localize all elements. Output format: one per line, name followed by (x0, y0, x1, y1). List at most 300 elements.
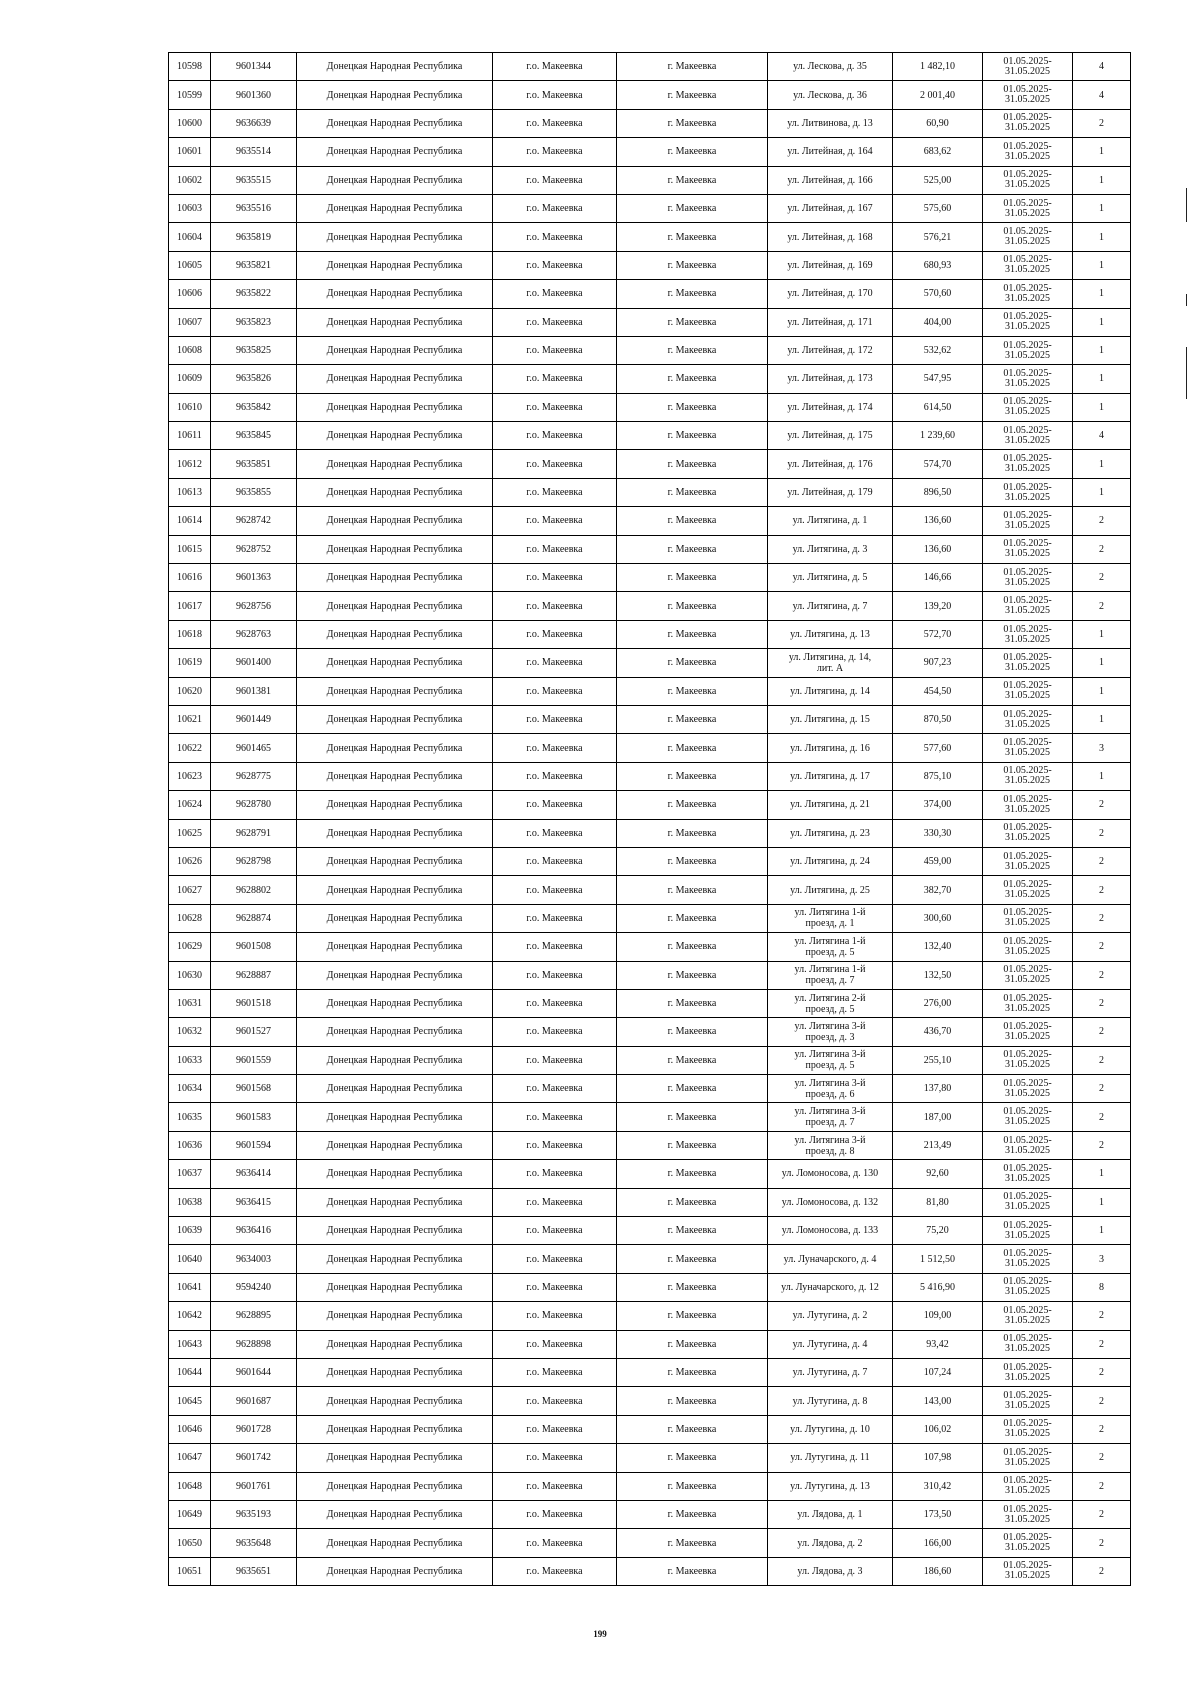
table-cell-area: 575,60 (893, 194, 983, 222)
table-row (169, 705, 1131, 733)
table-cell-city: г. Макеевка (617, 81, 768, 109)
table-cell-district: г.о. Макеевка (493, 109, 617, 137)
table-row (169, 109, 1131, 137)
table-cell-region: Донецкая Народная Республика (297, 677, 493, 705)
scan-mark (1186, 188, 1187, 222)
table-cell-area: 570,60 (893, 280, 983, 308)
table-row (169, 1131, 1131, 1159)
table-cell-addr: ул. Литягина 2-й проезд, д. 5 (768, 989, 893, 1017)
table-cell-per: 01.05.2025- 31.05.2025 (983, 507, 1073, 535)
table-cell-addr: ул. Литейная, д. 164 (768, 138, 893, 166)
table-cell-region: Донецкая Народная Республика (297, 1046, 493, 1074)
table-cell-num: 10610 (169, 393, 211, 421)
table-cell-id: 9628874 (211, 904, 297, 932)
table-cell-area: 875,10 (893, 762, 983, 790)
table-cell-city: г. Макеевка (617, 365, 768, 393)
table-cell-count: 1 (1073, 677, 1131, 705)
table-cell-addr: ул. Литейная, д. 179 (768, 478, 893, 506)
table-cell-id: 9635855 (211, 478, 297, 506)
table-row (169, 336, 1131, 364)
table-cell-addr: ул. Литягина, д. 24 (768, 847, 893, 875)
table-cell-city: г. Макеевка (617, 1217, 768, 1245)
table-cell-area: 382,70 (893, 876, 983, 904)
table-cell-district: г.о. Макеевка (493, 478, 617, 506)
table-cell-addr: ул. Литейная, д. 173 (768, 365, 893, 393)
table-cell-count: 1 (1073, 308, 1131, 336)
table-cell-area: 92,60 (893, 1160, 983, 1188)
table-cell-per: 01.05.2025- 31.05.2025 (983, 1018, 1073, 1046)
table-row (169, 1273, 1131, 1301)
table-cell-num: 10647 (169, 1444, 211, 1472)
table-cell-count: 1 (1073, 251, 1131, 279)
table-cell-region: Донецкая Народная Республика (297, 1075, 493, 1103)
table-cell-count: 4 (1073, 81, 1131, 109)
table-cell-num: 10625 (169, 819, 211, 847)
table-row (169, 1529, 1131, 1557)
table-cell-count: 1 (1073, 336, 1131, 364)
table-cell-addr: ул. Литягина, д. 13 (768, 620, 893, 648)
table-cell-num: 10641 (169, 1273, 211, 1301)
table-cell-per: 01.05.2025- 31.05.2025 (983, 1273, 1073, 1301)
table-cell-num: 10602 (169, 166, 211, 194)
table-cell-district: г.о. Макеевка (493, 1103, 617, 1131)
table-cell-region: Донецкая Народная Республика (297, 1358, 493, 1386)
table-cell-city: г. Макеевка (617, 422, 768, 450)
table-cell-per: 01.05.2025- 31.05.2025 (983, 791, 1073, 819)
table-cell-id: 9601728 (211, 1415, 297, 1443)
table-cell-addr: ул. Лутугина, д. 11 (768, 1444, 893, 1472)
table-cell-city: г. Макеевка (617, 904, 768, 932)
table-cell-district: г.о. Макеевка (493, 194, 617, 222)
table-cell-region: Донецкая Народная Республика (297, 989, 493, 1017)
table-cell-region: Донецкая Народная Республика (297, 1188, 493, 1216)
table-cell-city: г. Макеевка (617, 961, 768, 989)
table-cell-id: 9601381 (211, 677, 297, 705)
table-cell-region: Донецкая Народная Республика (297, 194, 493, 222)
table-cell-area: 107,24 (893, 1358, 983, 1386)
table-cell-num: 10632 (169, 1018, 211, 1046)
table-cell-per: 01.05.2025- 31.05.2025 (983, 1131, 1073, 1159)
table-cell-area: 1 239,60 (893, 422, 983, 450)
table-cell-region: Донецкая Народная Республика (297, 1557, 493, 1585)
table-cell-num: 10634 (169, 1075, 211, 1103)
table-cell-area: 136,60 (893, 535, 983, 563)
table-cell-area: 143,00 (893, 1387, 983, 1415)
table-cell-per: 01.05.2025- 31.05.2025 (983, 81, 1073, 109)
table-cell-region: Донецкая Народная Республика (297, 1302, 493, 1330)
table-cell-district: г.о. Макеевка (493, 592, 617, 620)
table-cell-per: 01.05.2025- 31.05.2025 (983, 308, 1073, 336)
table-cell-district: г.о. Макеевка (493, 1529, 617, 1557)
table-cell-area: 572,70 (893, 620, 983, 648)
table-cell-id: 9601508 (211, 933, 297, 961)
table-row (169, 450, 1131, 478)
table-cell-region: Донецкая Народная Республика (297, 138, 493, 166)
table-cell-region: Донецкая Народная Республика (297, 365, 493, 393)
table-cell-area: 137,80 (893, 1075, 983, 1103)
table-cell-count: 1 (1073, 280, 1131, 308)
table-cell-addr: ул. Литягина 1-й проезд, д. 1 (768, 904, 893, 932)
table-row (169, 564, 1131, 592)
table-cell-district: г.о. Макеевка (493, 620, 617, 648)
table-cell-id: 9635822 (211, 280, 297, 308)
table-cell-addr: ул. Литейная, д. 175 (768, 422, 893, 450)
table-cell-region: Донецкая Народная Республика (297, 1415, 493, 1443)
table-cell-area: 106,02 (893, 1415, 983, 1443)
table-cell-num: 10600 (169, 109, 211, 137)
table-cell-per: 01.05.2025- 31.05.2025 (983, 961, 1073, 989)
table-cell-city: г. Макеевка (617, 1387, 768, 1415)
table-cell-per: 01.05.2025- 31.05.2025 (983, 251, 1073, 279)
table-cell-id: 9628898 (211, 1330, 297, 1358)
table-cell-id: 9635823 (211, 308, 297, 336)
table-cell-city: г. Макеевка (617, 1075, 768, 1103)
table-cell-count: 1 (1073, 450, 1131, 478)
table-cell-id: 9635515 (211, 166, 297, 194)
table-cell-city: г. Макеевка (617, 1358, 768, 1386)
table-cell-count: 1 (1073, 478, 1131, 506)
table-cell-area: 310,42 (893, 1472, 983, 1500)
table-cell-district: г.о. Макеевка (493, 223, 617, 251)
table-cell-region: Донецкая Народная Республика (297, 1273, 493, 1301)
table-cell-num: 10630 (169, 961, 211, 989)
table-cell-num: 10633 (169, 1046, 211, 1074)
table-cell-num: 10598 (169, 53, 211, 81)
table-cell-count: 1 (1073, 166, 1131, 194)
table-row (169, 791, 1131, 819)
table-cell-addr: ул. Литейная, д. 168 (768, 223, 893, 251)
table-cell-region: Донецкая Народная Республика (297, 1529, 493, 1557)
registry-table-body (169, 53, 1131, 1586)
table-row (169, 847, 1131, 875)
table-cell-region: Донецкая Народная Республика (297, 1245, 493, 1273)
table-row (169, 819, 1131, 847)
table-cell-id: 9628756 (211, 592, 297, 620)
table-row (169, 1330, 1131, 1358)
table-cell-area: 186,60 (893, 1557, 983, 1585)
table-cell-region: Донецкая Народная Республика (297, 1131, 493, 1159)
table-cell-num: 10620 (169, 677, 211, 705)
table-cell-id: 9601583 (211, 1103, 297, 1131)
table-cell-id: 9635651 (211, 1557, 297, 1585)
table-cell-region: Донецкая Народная Республика (297, 564, 493, 592)
table-cell-num: 10646 (169, 1415, 211, 1443)
table-cell-addr: ул. Литейная, д. 167 (768, 194, 893, 222)
table-cell-addr: ул. Лутугина, д. 13 (768, 1472, 893, 1500)
table-cell-area: 907,23 (893, 649, 983, 677)
table-cell-district: г.о. Макеевка (493, 1160, 617, 1188)
table-cell-city: г. Макеевка (617, 1103, 768, 1131)
table-row (169, 1444, 1131, 1472)
table-cell-district: г.о. Макеевка (493, 989, 617, 1017)
table-cell-count: 2 (1073, 1018, 1131, 1046)
table-cell-id: 9635845 (211, 422, 297, 450)
table-cell-area: 614,50 (893, 393, 983, 421)
table-cell-count: 2 (1073, 1131, 1131, 1159)
table-cell-area: 454,50 (893, 677, 983, 705)
table-cell-addr: ул. Лутугина, д. 10 (768, 1415, 893, 1443)
table-cell-id: 9634003 (211, 1245, 297, 1273)
table-cell-count: 2 (1073, 1529, 1131, 1557)
table-cell-region: Донецкая Народная Республика (297, 251, 493, 279)
table-cell-district: г.о. Макеевка (493, 1217, 617, 1245)
table-cell-addr: ул. Ломоносова, д. 130 (768, 1160, 893, 1188)
table-cell-num: 10616 (169, 564, 211, 592)
table-cell-per: 01.05.2025- 31.05.2025 (983, 904, 1073, 932)
table-cell-addr: ул. Луначарского, д. 4 (768, 1245, 893, 1273)
table-cell-count: 1 (1073, 194, 1131, 222)
table-cell-addr: ул. Лутугина, д. 8 (768, 1387, 893, 1415)
table-cell-per: 01.05.2025- 31.05.2025 (983, 1302, 1073, 1330)
table-cell-addr: ул. Лутугина, д. 2 (768, 1302, 893, 1330)
table-cell-num: 10636 (169, 1131, 211, 1159)
table-cell-count: 2 (1073, 535, 1131, 563)
table-cell-count: 2 (1073, 592, 1131, 620)
table-cell-per: 01.05.2025- 31.05.2025 (983, 138, 1073, 166)
table-cell-region: Донецкая Народная Республика (297, 904, 493, 932)
table-cell-num: 10639 (169, 1217, 211, 1245)
table-cell-num: 10648 (169, 1472, 211, 1500)
table-cell-area: 93,42 (893, 1330, 983, 1358)
table-cell-count: 3 (1073, 734, 1131, 762)
table-cell-district: г.о. Макеевка (493, 933, 617, 961)
table-cell-num: 10650 (169, 1529, 211, 1557)
table-row (169, 1500, 1131, 1528)
table-cell-region: Донецкая Народная Республика (297, 1018, 493, 1046)
table-cell-area: 213,49 (893, 1131, 983, 1159)
table-cell-num: 10624 (169, 791, 211, 819)
table-cell-area: 276,00 (893, 989, 983, 1017)
table-cell-per: 01.05.2025- 31.05.2025 (983, 989, 1073, 1017)
table-cell-area: 547,95 (893, 365, 983, 393)
table-cell-region: Донецкая Народная Республика (297, 223, 493, 251)
table-cell-district: г.о. Макеевка (493, 819, 617, 847)
table-cell-per: 01.05.2025- 31.05.2025 (983, 876, 1073, 904)
table-cell-district: г.о. Макеевка (493, 1018, 617, 1046)
table-row (169, 1358, 1131, 1386)
table-cell-area: 173,50 (893, 1500, 983, 1528)
table-cell-per: 01.05.2025- 31.05.2025 (983, 564, 1073, 592)
table-cell-count: 1 (1073, 223, 1131, 251)
table-cell-district: г.о. Макеевка (493, 365, 617, 393)
table-cell-id: 9601594 (211, 1131, 297, 1159)
table-cell-count: 1 (1073, 1188, 1131, 1216)
table-row (169, 1302, 1131, 1330)
table-cell-area: 683,62 (893, 138, 983, 166)
table-cell-count: 2 (1073, 961, 1131, 989)
table-cell-area: 166,00 (893, 1529, 983, 1557)
table-cell-region: Донецкая Народная Республика (297, 1472, 493, 1500)
table-cell-district: г.о. Макеевка (493, 251, 617, 279)
table-cell-id: 9628752 (211, 535, 297, 563)
table-cell-area: 300,60 (893, 904, 983, 932)
table-cell-per: 01.05.2025- 31.05.2025 (983, 1188, 1073, 1216)
table-cell-city: г. Макеевка (617, 53, 768, 81)
table-cell-addr: ул. Литягина 3-й проезд, д. 8 (768, 1131, 893, 1159)
table-cell-count: 2 (1073, 876, 1131, 904)
table-cell-region: Донецкая Народная Республика (297, 961, 493, 989)
table-cell-district: г.о. Макеевка (493, 336, 617, 364)
table-cell-area: 870,50 (893, 705, 983, 733)
table-cell-id: 9635826 (211, 365, 297, 393)
table-cell-addr: ул. Литягина, д. 21 (768, 791, 893, 819)
table-cell-per: 01.05.2025- 31.05.2025 (983, 1103, 1073, 1131)
table-cell-id: 9628791 (211, 819, 297, 847)
scan-mark (1186, 294, 1187, 306)
table-cell-region: Донецкая Народная Республика (297, 933, 493, 961)
table-cell-city: г. Макеевка (617, 1302, 768, 1330)
table-cell-city: г. Макеевка (617, 336, 768, 364)
table-row (169, 308, 1131, 336)
table-cell-region: Донецкая Народная Республика (297, 876, 493, 904)
table-cell-per: 01.05.2025- 31.05.2025 (983, 393, 1073, 421)
table-cell-region: Донецкая Народная Республика (297, 1217, 493, 1245)
table-cell-per: 01.05.2025- 31.05.2025 (983, 1046, 1073, 1074)
table-cell-per: 01.05.2025- 31.05.2025 (983, 194, 1073, 222)
table-cell-num: 10615 (169, 535, 211, 563)
table-cell-region: Донецкая Народная Республика (297, 53, 493, 81)
table-cell-per: 01.05.2025- 31.05.2025 (983, 1387, 1073, 1415)
table-row (169, 1557, 1131, 1585)
table-cell-district: г.о. Макеевка (493, 535, 617, 563)
table-cell-num: 10606 (169, 280, 211, 308)
table-cell-city: г. Макеевка (617, 251, 768, 279)
table-cell-num: 10643 (169, 1330, 211, 1358)
table-cell-num: 10628 (169, 904, 211, 932)
table-cell-city: г. Макеевка (617, 138, 768, 166)
table-cell-id: 9601465 (211, 734, 297, 762)
table-cell-id: 9601644 (211, 1358, 297, 1386)
table-cell-region: Донецкая Народная Республика (297, 535, 493, 563)
table-cell-city: г. Макеевка (617, 762, 768, 790)
table-cell-addr: ул. Литягина, д. 16 (768, 734, 893, 762)
table-cell-id: 9601518 (211, 989, 297, 1017)
table-cell-per: 01.05.2025- 31.05.2025 (983, 933, 1073, 961)
table-cell-city: г. Макеевка (617, 1245, 768, 1273)
table-cell-district: г.о. Макеевка (493, 904, 617, 932)
table-cell-district: г.о. Макеевка (493, 1557, 617, 1585)
table-row (169, 1217, 1131, 1245)
table-cell-district: г.о. Макеевка (493, 166, 617, 194)
table-cell-per: 01.05.2025- 31.05.2025 (983, 53, 1073, 81)
table-cell-district: г.о. Макеевка (493, 507, 617, 535)
table-cell-count: 2 (1073, 791, 1131, 819)
table-cell-id: 9601363 (211, 564, 297, 592)
table-cell-num: 10629 (169, 933, 211, 961)
table-cell-count: 1 (1073, 1217, 1131, 1245)
table-cell-district: г.о. Макеевка (493, 1415, 617, 1443)
table-cell-addr: ул. Литвинова, д. 13 (768, 109, 893, 137)
table-cell-id: 9601742 (211, 1444, 297, 1472)
table-cell-addr: ул. Литягина 3-й проезд, д. 6 (768, 1075, 893, 1103)
table-cell-district: г.о. Макеевка (493, 393, 617, 421)
table-cell-id: 9628742 (211, 507, 297, 535)
table-row (169, 1245, 1131, 1273)
table-cell-district: г.о. Макеевка (493, 1500, 617, 1528)
table-cell-region: Донецкая Народная Республика (297, 734, 493, 762)
table-row (169, 1018, 1131, 1046)
table-cell-district: г.о. Макеевка (493, 677, 617, 705)
table-cell-per: 01.05.2025- 31.05.2025 (983, 1557, 1073, 1585)
table-cell-city: г. Макеевка (617, 1415, 768, 1443)
table-cell-addr: ул. Лутугина, д. 7 (768, 1358, 893, 1386)
table-cell-num: 10617 (169, 592, 211, 620)
table-cell-id: 9635514 (211, 138, 297, 166)
table-cell-city: г. Макеевка (617, 1557, 768, 1585)
table-row (169, 933, 1131, 961)
registry-table (168, 52, 1131, 1586)
table-cell-id: 9601400 (211, 649, 297, 677)
table-cell-region: Донецкая Народная Республика (297, 1160, 493, 1188)
table-cell-count: 1 (1073, 762, 1131, 790)
table-cell-id: 9601559 (211, 1046, 297, 1074)
table-cell-region: Донецкая Народная Республика (297, 705, 493, 733)
table-cell-district: г.о. Макеевка (493, 1444, 617, 1472)
table-cell-city: г. Макеевка (617, 847, 768, 875)
table-cell-area: 136,60 (893, 507, 983, 535)
table-cell-num: 10605 (169, 251, 211, 279)
table-cell-per: 01.05.2025- 31.05.2025 (983, 365, 1073, 393)
table-cell-id: 9628798 (211, 847, 297, 875)
table-cell-city: г. Макеевка (617, 393, 768, 421)
table-cell-addr: ул. Литягина, д. 3 (768, 535, 893, 563)
table-cell-num: 10651 (169, 1557, 211, 1585)
table-cell-per: 01.05.2025- 31.05.2025 (983, 649, 1073, 677)
table-row (169, 677, 1131, 705)
table-cell-per: 01.05.2025- 31.05.2025 (983, 336, 1073, 364)
table-cell-addr: ул. Лядова, д. 2 (768, 1529, 893, 1557)
table-row (169, 1188, 1131, 1216)
table-cell-area: 107,98 (893, 1444, 983, 1472)
table-cell-per: 01.05.2025- 31.05.2025 (983, 847, 1073, 875)
table-row (169, 1046, 1131, 1074)
table-cell-district: г.о. Макеевка (493, 791, 617, 819)
table-row (169, 194, 1131, 222)
table-cell-per: 01.05.2025- 31.05.2025 (983, 734, 1073, 762)
table-cell-area: 525,00 (893, 166, 983, 194)
table-cell-area: 132,50 (893, 961, 983, 989)
table-cell-num: 10609 (169, 365, 211, 393)
table-cell-area: 680,93 (893, 251, 983, 279)
table-cell-city: г. Макеевка (617, 677, 768, 705)
table-cell-per: 01.05.2025- 31.05.2025 (983, 1075, 1073, 1103)
table-cell-city: г. Макеевка (617, 1529, 768, 1557)
table-cell-district: г.о. Макеевка (493, 308, 617, 336)
table-cell-area: 404,00 (893, 308, 983, 336)
table-cell-num: 10649 (169, 1500, 211, 1528)
table-cell-count: 2 (1073, 1046, 1131, 1074)
table-cell-city: г. Макеевка (617, 1500, 768, 1528)
table-cell-area: 532,62 (893, 336, 983, 364)
table-cell-count: 1 (1073, 705, 1131, 733)
table-cell-district: г.о. Макеевка (493, 422, 617, 450)
table-cell-city: г. Макеевка (617, 620, 768, 648)
table-cell-num: 10613 (169, 478, 211, 506)
table-cell-area: 139,20 (893, 592, 983, 620)
table-cell-per: 01.05.2025- 31.05.2025 (983, 280, 1073, 308)
table-cell-id: 9601761 (211, 1472, 297, 1500)
table-cell-id: 9635821 (211, 251, 297, 279)
table-cell-count: 2 (1073, 819, 1131, 847)
table-cell-num: 10631 (169, 989, 211, 1017)
table-cell-city: г. Макеевка (617, 535, 768, 563)
table-cell-addr: ул. Луначарского, д. 12 (768, 1273, 893, 1301)
table-cell-city: г. Макеевка (617, 564, 768, 592)
table-cell-count: 2 (1073, 1387, 1131, 1415)
table-cell-num: 10645 (169, 1387, 211, 1415)
table-cell-district: г.о. Макеевка (493, 138, 617, 166)
table-row (169, 365, 1131, 393)
